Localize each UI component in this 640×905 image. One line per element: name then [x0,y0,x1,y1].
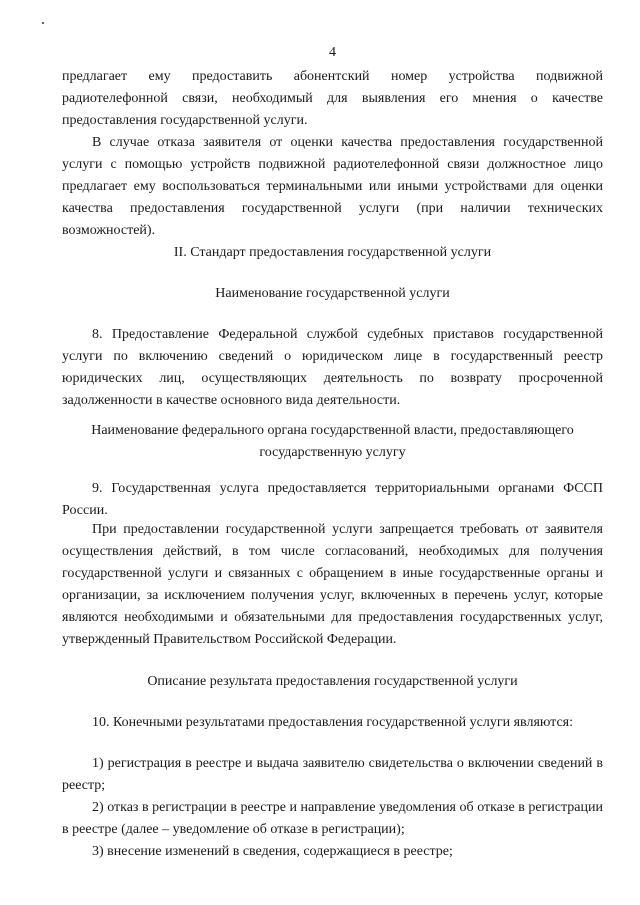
paragraph-8: 8. Предоставление Федеральной службой судебных приставов государственной услуги по включению сведений о юридическом лице в государственный реестр юридических лиц, осуществляющих деятельность по возврату просроченной задолженности в качестве основного вида деятельности. [62,327,603,408]
list-item-2: 2) отказ в регистрации в реестре и направление уведомления об отказе в регистрации в реестре (далее – уведомление об отказе в регистрации); [62,800,603,837]
page-number: 4 [329,45,336,60]
section-heading: II. Стандарт предоставления государственной услуги [173,245,492,260]
list-item-1: 1) регистрация в реестре и выдача заявителю свидетельства о включении сведений в реестр; [62,756,603,793]
paragraph-continuation: предлагает ему предоставить абонентский номер устройства подвижной радиотелефонной связи, необходимый для выявления его мнения о качестве предоставления государственной услуги. [62,69,603,128]
paragraph-10: 10. Конечными результатами предоставления государственной услуги являются: [92,715,573,730]
paragraph-refusal: В случае отказа заявителя от оценки качества предоставления государственной услуги с помощью устройств подвижной радиотелефонной связи должностное лицо предлагает ему воспользоваться терминальными или иными устройствами для оценки качества предоставления государственной услуги (при наличии технических возможностей). [62,135,603,238]
scan-speck [42,22,44,24]
subheading-result: Описание результата предоставления государственной услуги [147,674,518,689]
list-item-3: 3) внесение изменений в сведения, содержащиеся в реестре; [92,844,453,859]
paragraph-prohibition: При предоставлении государственной услуги запрещается требовать от заявителя осуществления действий, в том числе согласований, необходимых для получения государственной услуги и связанных с обращением в иные государственные органы и организации, за исключением получения услуг, включенных в перечень услуг, которые являются необходимыми и обязательными для предоставления государственных услуг, утвержденный Правительством Российской Федерации. [62,522,603,647]
subheading-service-name: Наименование государственной услуги [215,286,450,301]
paragraph-9: 9. Государственная услуга предоставляется территориальными органами ФССП России. [62,481,603,518]
subheading-authority: Наименование федерального органа государственной власти, предоставляющего государственную услугу [91,423,574,460]
